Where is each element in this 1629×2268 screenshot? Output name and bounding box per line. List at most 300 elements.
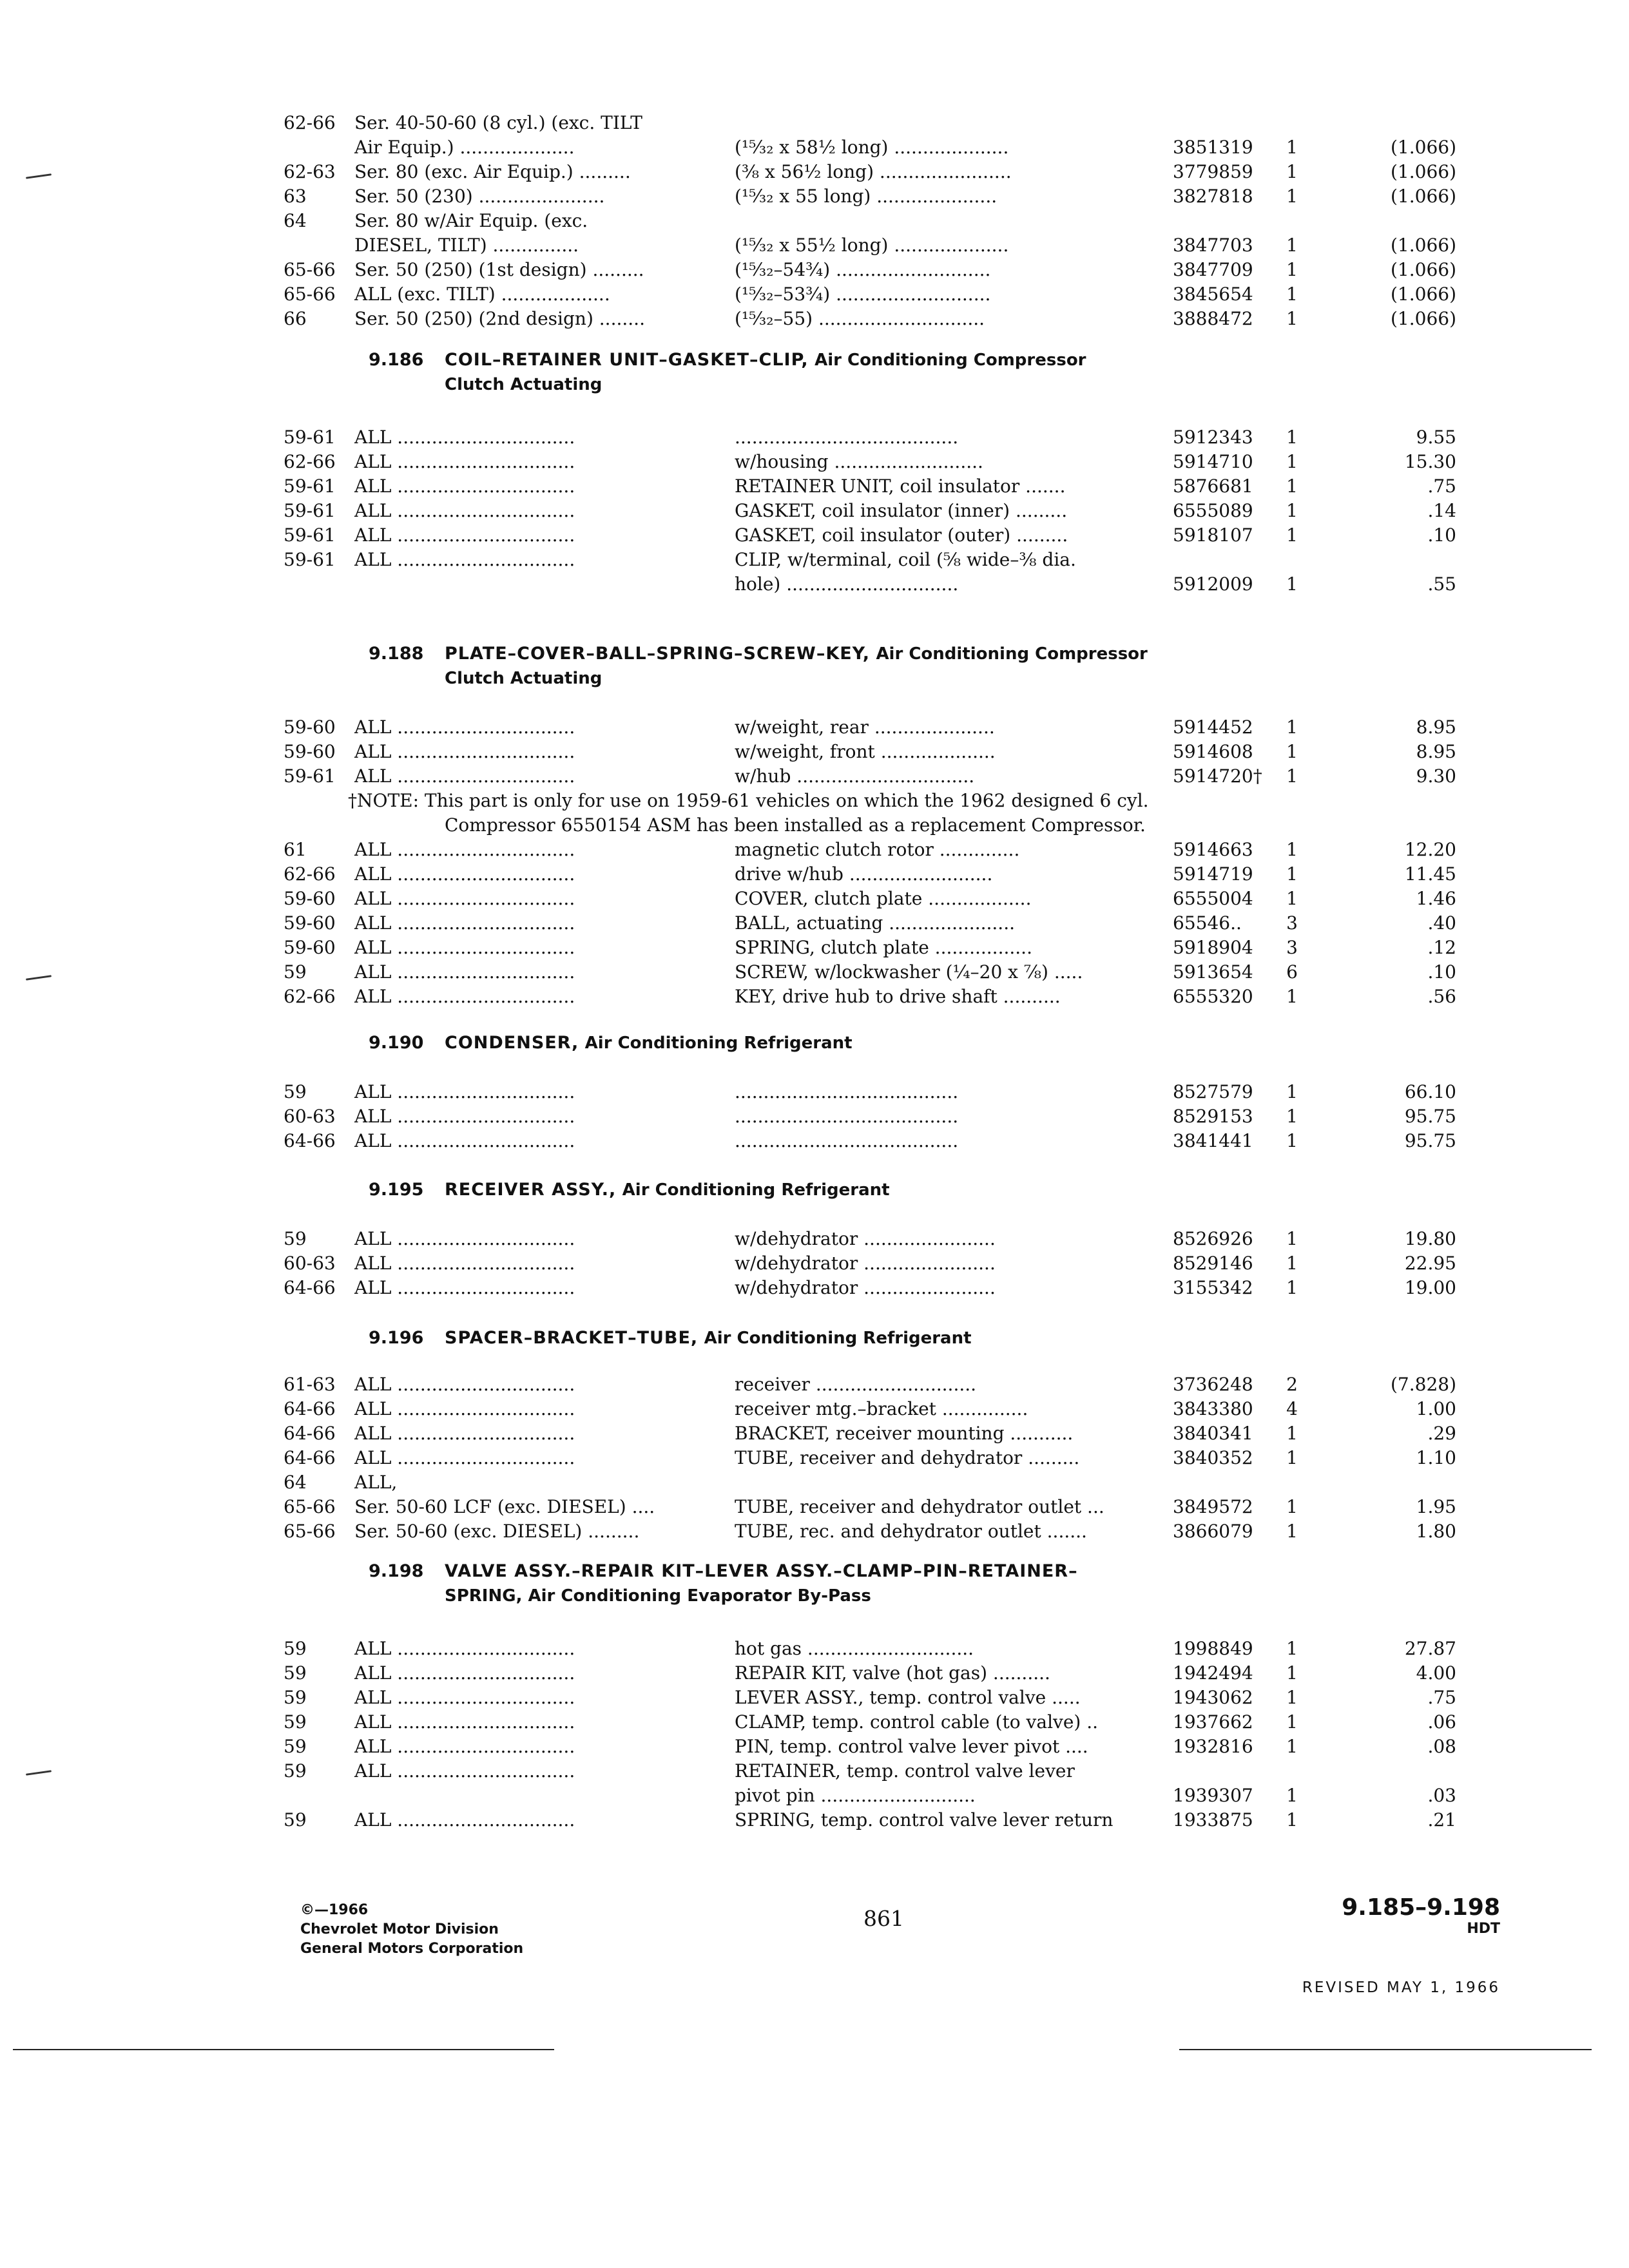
bottom-rule [13,2049,554,2050]
bottom-rule [1179,2049,1592,2050]
division-name: Chevrolet Motor Division [300,1921,499,1937]
table-row [284,1519,1508,1544]
price: .75 [1427,476,1456,497]
description: (⅜ x 56½ long) ....................... [735,161,1012,182]
year-range: 59-60 [284,912,336,934]
page-number: 861 [863,1906,904,1931]
quantity: 1 [1286,888,1298,909]
part-number: 5914719 [1173,863,1253,885]
part-number: 8526926 [1173,1228,1253,1249]
year-range: 62-66 [284,112,336,133]
description: ....................................... [735,1081,959,1102]
part-number: 1933875 [1173,1809,1253,1831]
quantity: 1 [1286,1711,1298,1733]
part-number: 65546.. [1173,912,1242,934]
year-range: 65-66 [284,1496,336,1517]
table-row [284,1495,1508,1519]
table-row [284,209,1508,233]
table-row [284,184,1508,209]
part-number: 5918107 [1173,524,1253,546]
group-title: COIL–RETAINER UNIT–GASKET–CLIP, [445,350,809,370]
price: 1.10 [1416,1447,1456,1468]
model: ALL ............................... [354,1228,575,1249]
table-row [284,1661,1508,1686]
quantity: 1 [1286,500,1298,521]
quantity: 1 [1286,741,1298,762]
year-range: 59 [284,1081,307,1102]
quantity: 1 [1286,1130,1298,1151]
table-row [284,499,1508,523]
part-number: 5918904 [1173,937,1253,958]
description: TUBE, rec. and dehydrator outlet ....... [735,1521,1087,1542]
model: ALL ............................... [354,1760,575,1782]
model: ALL ............................... [354,912,575,934]
price: 19.00 [1404,1277,1456,1298]
year-range: 65-66 [284,259,336,280]
quantity: 1 [1286,284,1298,305]
model: Ser. 50 (230) ...................... [354,186,605,207]
description: (¹⁵⁄₃₂ x 58½ long) .................... [735,137,1009,158]
table-row [284,307,1508,331]
table-row [284,911,1508,936]
part-number: 3847709 [1173,259,1253,280]
model: ALL ............................... [354,1638,575,1659]
part-number: 3840352 [1173,1447,1253,1468]
part-number: 1943062 [1173,1687,1253,1708]
year-range: 59 [284,1809,307,1831]
group-number: 9.198 [369,1561,424,1581]
quantity: 3 [1286,912,1298,934]
price: .14 [1427,500,1456,521]
description: SCREW, w/lockwasher (¼–20 x ⅞) ..... [735,961,1083,983]
table-row [284,1251,1508,1276]
quantity: 1 [1286,259,1298,280]
description: receiver mtg.–bracket ............... [735,1398,1028,1419]
quantity: 1 [1286,1687,1298,1708]
year-range: 64 [284,1472,307,1493]
part-number: 8529146 [1173,1253,1253,1274]
year-range: 59 [284,961,307,983]
table-row [284,1735,1508,1759]
model: ALL ............................... [354,500,575,521]
model: Ser. 40-50-60 (8 cyl.) (exc. TILT [354,112,642,133]
description: w/dehydrator ....................... [735,1228,996,1249]
model: ALL ............................... [354,1398,575,1419]
group-title: RECEIVER ASSY., [445,1180,617,1200]
description: (¹⁵⁄₃₂ x 55½ long) .................... [735,235,1009,256]
price: .56 [1427,986,1456,1007]
copyright: ©—1966 [300,1902,369,1918]
table-row [284,960,1508,985]
group-subtitle: Air Conditioning Refrigerant [584,1033,853,1053]
year-range: 62-66 [284,863,336,885]
part-number: 3841441 [1173,1130,1253,1151]
year-range: 59 [284,1662,307,1684]
model: ALL ............................... [354,1711,575,1733]
parts-table [284,1080,1508,1153]
parts-table [284,715,1508,1009]
parts-table [284,1227,1508,1300]
table-row [284,1372,1508,1397]
quantity: 1 [1286,839,1298,860]
model: ALL ............................... [354,1277,575,1298]
description: w/hub ............................... [735,765,975,787]
table-row [284,282,1508,307]
part-number: 5914663 [1173,839,1253,860]
part-number: 5876681 [1173,476,1253,497]
year-range: 59-60 [284,888,336,909]
year-range: 66 [284,308,307,329]
table-row [284,1808,1508,1832]
table-row [284,1227,1508,1251]
model: ALL (exc. TILT) ................... [354,284,610,305]
quantity: 2 [1286,1374,1298,1395]
model: Ser. 80 (exc. Air Equip.) ......... [354,161,631,182]
footnote: †NOTE: This part is only for use on 1959-61 vehicles on which the 1962 designed 6 cyl. [348,790,1149,811]
year-range: 60-63 [284,1106,336,1127]
description: RETAINER UNIT, coil insulator ....... [735,476,1066,497]
description: hole) .............................. [735,573,959,595]
description: pivot pin ........................... [735,1785,976,1806]
year-range: 64-66 [284,1423,336,1444]
year-range: 65-66 [284,284,336,305]
table-row [284,1637,1508,1661]
price: 1.46 [1416,888,1456,909]
quantity: 1 [1286,137,1298,158]
section-code: HDT [1467,1921,1500,1937]
price: (1.066) [1390,308,1456,329]
price: 22.95 [1404,1253,1456,1274]
quantity: 1 [1286,427,1298,448]
year-range: 61-63 [284,1374,336,1395]
table-row [284,233,1508,258]
model: ALL ............................... [354,888,575,909]
price: 9.30 [1416,765,1456,787]
price: (1.066) [1390,161,1456,182]
group-number: 9.196 [369,1328,424,1348]
model: ALL ............................... [354,476,575,497]
part-number: 1932816 [1173,1736,1253,1757]
year-range: 64-66 [284,1398,336,1419]
group-number: 9.195 [369,1180,424,1200]
model: ALL ............................... [354,1253,575,1274]
part-number: 3847703 [1173,235,1253,256]
year-range: 59-60 [284,741,336,762]
model: ALL ............................... [354,765,575,787]
year-range: 59 [284,1228,307,1249]
description: receiver ............................ [735,1374,977,1395]
model: ALL ............................... [354,524,575,546]
year-range: 59-60 [284,937,336,958]
year-range: 62-63 [284,161,336,182]
table-row [284,862,1508,887]
description: ....................................... [735,427,959,448]
quantity: 4 [1286,1398,1298,1419]
description: magnetic clutch rotor .............. [735,839,1020,860]
price: 8.95 [1416,741,1456,762]
year-range: 59 [284,1687,307,1708]
part-number: 1942494 [1173,1662,1253,1684]
quantity: 1 [1286,476,1298,497]
price: 9.55 [1416,427,1456,448]
part-number: 5912009 [1173,573,1253,595]
part-number: 3851319 [1173,137,1253,158]
price: .55 [1427,573,1456,595]
group-subtitle: Air Conditioning Refrigerant [622,1180,890,1200]
description: PIN, temp. control valve lever pivot .... [735,1736,1088,1757]
table-row [284,425,1508,450]
description: BRACKET, receiver mounting ........... [735,1423,1074,1444]
part-number: 3827818 [1173,186,1253,207]
revised-date: REVISED MAY 1, 1966 [1302,1979,1500,1996]
table-row [284,1759,1508,1783]
year-range: 59-61 [284,427,336,448]
quantity: 1 [1286,1736,1298,1757]
group-heading [369,348,1086,397]
year-range: 59-61 [284,476,336,497]
model: ALL ............................... [354,1106,575,1127]
model: ALL ............................... [354,1662,575,1684]
quantity: 1 [1286,765,1298,787]
quantity: 1 [1286,573,1298,595]
quantity: 1 [1286,1496,1298,1517]
part-number: 3845654 [1173,284,1253,305]
parts-table [284,111,1508,331]
description: w/weight, front .................... [735,741,996,762]
price: 15.30 [1404,451,1456,472]
year-range: 59-61 [284,500,336,521]
group-heading [369,1178,890,1202]
part-number: 6555320 [1173,986,1253,1007]
price: 95.75 [1404,1106,1456,1127]
description: w/dehydrator ....................... [735,1253,996,1274]
part-number: 6555089 [1173,500,1253,521]
group-heading [369,1559,1078,1608]
table-row [284,135,1508,160]
table-row [284,258,1508,282]
description: TUBE, receiver and dehydrator outlet ... [735,1496,1104,1517]
section-label [1342,1894,1500,1937]
part-number: 3866079 [1173,1521,1253,1542]
price: 8.95 [1416,716,1456,738]
model: ALL ............................... [354,1081,575,1102]
part-number: 1939307 [1173,1785,1253,1806]
model: ALL ............................... [354,451,575,472]
quantity: 3 [1286,937,1298,958]
year-range: 61 [284,839,307,860]
table-row [284,450,1508,474]
description: w/housing .......................... [735,451,983,472]
table-row [284,764,1508,789]
price: 27.87 [1404,1638,1456,1659]
group-title: SPACER–BRACKET–TUBE, [445,1328,699,1348]
part-number: 3888472 [1173,308,1253,329]
table-row [284,1421,1508,1446]
year-range: 65-66 [284,1521,336,1542]
table-row [284,1276,1508,1300]
description: RETAINER, temp. control valve lever [735,1760,1075,1782]
group-number: 9.190 [369,1033,424,1053]
part-number: 3736248 [1173,1374,1253,1395]
section-range: 9.185–9.198 [1342,1894,1500,1921]
description: CLIP, w/terminal, coil (⅝ wide–⅜ dia. [735,549,1076,570]
table-row [284,838,1508,862]
group-heading [369,1326,972,1350]
description: drive w/hub ......................... [735,863,993,885]
group-heading [369,642,1148,691]
description: ....................................... [735,1106,959,1127]
price: 1.80 [1416,1521,1456,1542]
model: ALL ............................... [354,741,575,762]
parts-table [284,1637,1508,1832]
model: ALL ............................... [354,1809,575,1831]
model: ALL ............................... [354,961,575,983]
model: Ser. 50-60 LCF (exc. DIESEL) .... [354,1496,655,1517]
part-number: 3849572 [1173,1496,1253,1517]
table-row [284,572,1508,597]
description: BALL, actuating ...................... [735,912,1016,934]
year-range: 64-66 [284,1130,336,1151]
model: ALL ............................... [354,1130,575,1151]
model: Ser. 50-60 (exc. DIESEL) ......... [354,1521,640,1542]
part-number: 1998849 [1173,1638,1253,1659]
group-title: CONDENSER, [445,1033,579,1053]
part-number: 5914608 [1173,741,1253,762]
description: SPRING, clutch plate ................. [735,937,1032,958]
price: 11.45 [1404,863,1456,885]
description: w/weight, rear ..................... [735,716,995,738]
table-row [284,111,1508,135]
price: 4.00 [1416,1662,1456,1684]
year-range: 63 [284,186,307,207]
price: (1.066) [1390,235,1456,256]
model: ALL ............................... [354,716,575,738]
description: REPAIR KIT, valve (hot gas) .......... [735,1662,1050,1684]
price: .12 [1427,937,1456,958]
part-number: 8529153 [1173,1106,1253,1127]
quantity: 1 [1286,1106,1298,1127]
model: Ser. 50 (250) (1st design) ......... [354,259,644,280]
quantity: 1 [1286,1253,1298,1274]
table-row [284,887,1508,911]
model: ALL ............................... [354,1447,575,1468]
description: KEY, drive hub to drive shaft .......... [735,986,1061,1007]
part-number: 3843380 [1173,1398,1253,1419]
price: 19.80 [1404,1228,1456,1249]
table-row [284,1446,1508,1470]
part-number: 5913654 [1173,961,1253,983]
group-subtitle: Air Conditioning Compressor [815,351,1086,370]
quantity: 1 [1286,1638,1298,1659]
table-row [284,523,1508,548]
table-row [284,1080,1508,1104]
table-row [284,740,1508,764]
quantity: 1 [1286,1662,1298,1684]
price: 66.10 [1404,1081,1456,1102]
model: Air Equip.) .................... [354,137,575,158]
quantity: 1 [1286,524,1298,546]
price: (1.066) [1390,137,1456,158]
table-row [284,1104,1508,1129]
year-range: 59-61 [284,765,336,787]
quantity: 1 [1286,1447,1298,1468]
model: ALL ............................... [354,1423,575,1444]
price: 12.20 [1404,839,1456,860]
part-number: 3840341 [1173,1423,1253,1444]
year-range: 64-66 [284,1277,336,1298]
model: ALL ............................... [354,427,575,448]
group-title: VALVE ASSY.–REPAIR KIT–LEVER ASSY.–CLAMP–PIN–RETAINER– [445,1561,1078,1581]
price: .08 [1427,1736,1456,1757]
part-number: 5914452 [1173,716,1253,738]
model: Ser. 80 w/Air Equip. (exc. [354,210,588,231]
price: .75 [1427,1687,1456,1708]
quantity: 1 [1286,1809,1298,1831]
price: .10 [1427,961,1456,983]
quantity: 1 [1286,451,1298,472]
model: ALL ............................... [354,986,575,1007]
part-number: 3155342 [1173,1277,1253,1298]
model: ALL ............................... [354,1374,575,1395]
part-number: 8527579 [1173,1081,1253,1102]
price: (1.066) [1390,284,1456,305]
part-number: 5914720† [1173,765,1262,787]
table-row [284,160,1508,184]
price: .40 [1427,912,1456,934]
group-title: PLATE–COVER–BALL–SPRING–SCREW–KEY, [445,644,871,664]
quantity: 1 [1286,986,1298,1007]
description: hot gas ............................. [735,1638,974,1659]
quantity: 1 [1286,716,1298,738]
price: .10 [1427,524,1456,546]
part-number: 3779859 [1173,161,1253,182]
quantity: 1 [1286,1785,1298,1806]
part-number: 1937662 [1173,1711,1253,1733]
table-row [284,985,1508,1009]
description: TUBE, receiver and dehydrator ......... [735,1447,1080,1468]
year-range: 59-60 [284,716,336,738]
price: (7.828) [1390,1374,1456,1395]
footnote: Compressor 6550154 ASM has been installed as a replacement Compressor. [445,814,1146,836]
table-row [284,1783,1508,1808]
model: ALL ............................... [354,1687,575,1708]
description: SPRING, temp. control valve lever return [735,1809,1113,1831]
table-row [284,936,1508,960]
table-row [284,715,1508,740]
group-subtitle-continued: Clutch Actuating [445,375,602,394]
price: (1.066) [1390,259,1456,280]
price: .21 [1427,1809,1456,1831]
group-number: 9.186 [369,350,424,370]
description: (¹⁵⁄₃₂–54¾) ........................... [735,259,991,280]
table-row [284,1686,1508,1710]
price: 1.00 [1416,1398,1456,1419]
quantity: 1 [1286,1277,1298,1298]
year-range: 62-66 [284,451,336,472]
price: .29 [1427,1423,1456,1444]
description: (¹⁵⁄₃₂–53¾) ........................... [735,284,991,305]
description: (¹⁵⁄₃₂ x 55 long) ..................... [735,186,998,207]
group-heading [369,1031,853,1055]
year-range: 59 [284,1711,307,1733]
group-number: 9.188 [369,644,424,664]
quantity: 1 [1286,1081,1298,1102]
description: GASKET, coil insulator (inner) ......... [735,500,1068,521]
quantity: 1 [1286,1228,1298,1249]
price: (1.066) [1390,186,1456,207]
model: ALL, [354,1472,398,1493]
price: 95.75 [1404,1130,1456,1151]
